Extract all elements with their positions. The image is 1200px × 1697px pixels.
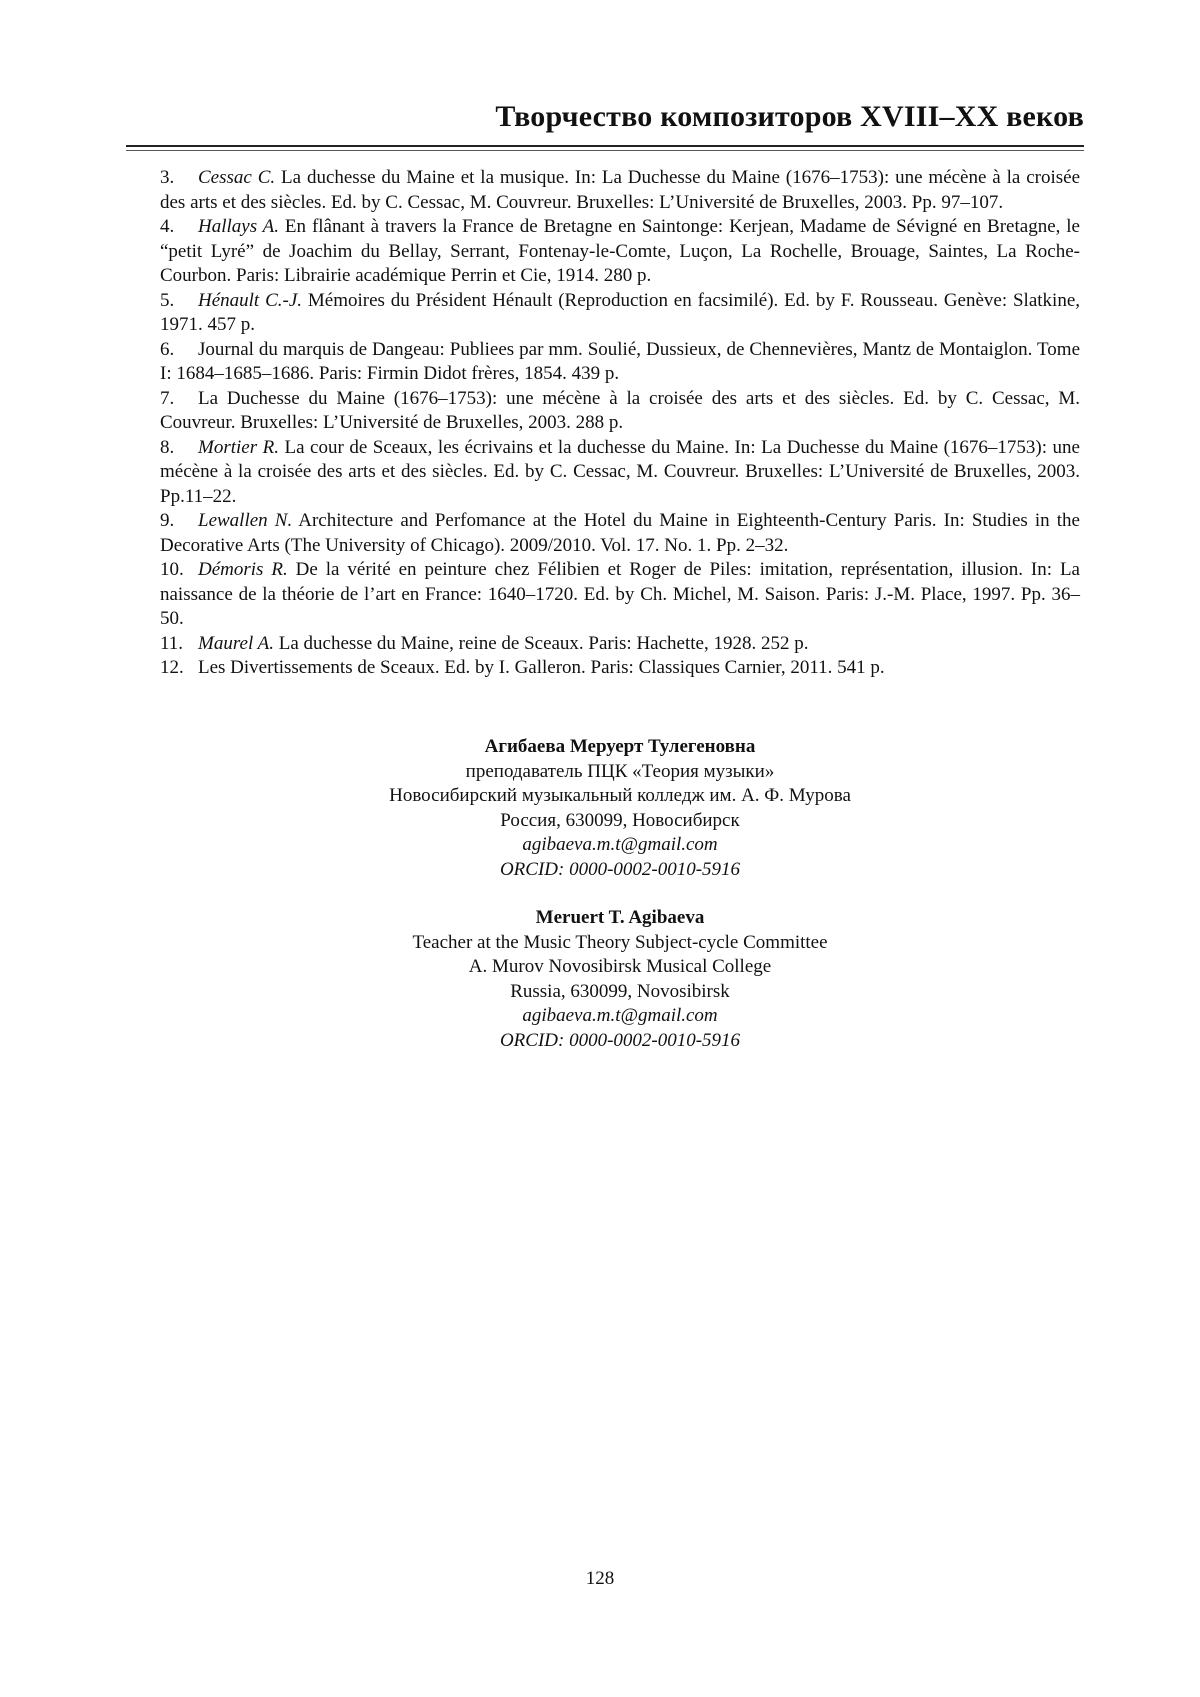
reference-item-7 bbox=[160, 387, 1080, 436]
reference-text: La Duchesse du Maine (1676–1753): une mécène à la croisée des arts et des siècles. Ed. by C. Cessac, M. Couvreur. Bruxelles: L’Université de Bruxelles, 2003. 288 p. bbox=[160, 387, 1080, 433]
reference-item-5 bbox=[160, 289, 1080, 338]
author-location: Россия, 630099, Новосибирск bbox=[500, 809, 740, 831]
reference-item-8 bbox=[160, 436, 1080, 510]
author-info-english bbox=[160, 906, 1080, 1053]
reference-text: La duchesse du Maine et la musique. In: La Duchesse du Maine (1676–1753): une mécène à la croisée des arts et des siècles. Ed. by C. Cessac, M. Couvreur. Bruxelles: L’Université de Bruxelles, 2003. Pp. 97–107. bbox=[160, 167, 1081, 213]
reference-number: 6. bbox=[160, 338, 175, 360]
author-institution: A. Murov Novosibirsk Musical College bbox=[468, 956, 772, 977]
reference-number: 9. bbox=[160, 510, 175, 531]
reference-number: 11. bbox=[160, 632, 184, 654]
reference-item-11 bbox=[160, 632, 1080, 657]
reference-author: Maurel A. bbox=[198, 632, 274, 654]
reference-author: Mortier R. bbox=[198, 436, 279, 458]
running-header-title: Творчество композиторов XVIII–XX веков bbox=[495, 100, 1084, 133]
reference-author: Hénault C.-J. bbox=[198, 289, 303, 311]
author-email: agibaeva.m.t@gmail.com bbox=[522, 834, 718, 855]
reference-text: La duchesse du Maine, reine de Sceaux. Paris: Hachette, 1928. 252 p. bbox=[274, 632, 809, 654]
author-position: Teacher at the Music Theory Subject-cycle Committee bbox=[412, 931, 828, 953]
reference-item-10 bbox=[160, 558, 1080, 632]
header-rule bbox=[126, 145, 1084, 147]
reference-text: Journal du marquis de Dangeau: Publiees par mm. Soulié, Dussieux, de Chennevières, Mantz de Montaiglon. Tome I: 1684–1685–1686. Paris: Firmin Didot frères, 1854. 439 p. bbox=[160, 338, 1080, 384]
author-institution: Новосибирский музыкальный колледж им. А. Ф. Мурова bbox=[389, 785, 851, 806]
reference-item-4 bbox=[160, 215, 1080, 289]
author-position: преподаватель ПЦК «Теория музыки» bbox=[465, 760, 775, 782]
reference-number: 4. bbox=[160, 216, 175, 237]
author-orcid: ORCID: 0000-0002-0010-5916 bbox=[499, 858, 741, 880]
author-name: Агибаева Меруерт Тулегеновна bbox=[484, 736, 756, 757]
reference-number: 8. bbox=[160, 436, 175, 458]
reference-text: De la vérité en peinture chez Félibien et Roger de Piles: imitation, représentation, illusion. In: La naissance de la théorie de l’art en France: 1640–1720. Ed. by Ch. Michel, M. Saison. Paris: J.-M. Place, 1997. Pp. 36–50. bbox=[160, 559, 1080, 629]
reference-number: 3. bbox=[160, 167, 175, 188]
reference-text: Architecture and Perfomance at the Hotel du Maine in Eighteenth-Century Paris. In: Studies in the Decorative Arts (The University of Chicago). 2009/2010. Vol. 17. No. 1. Pp. 2–32. bbox=[160, 510, 1080, 556]
reference-item-12 bbox=[160, 656, 1080, 681]
reference-item-6 bbox=[160, 338, 1080, 387]
reference-author: Hallays A. bbox=[198, 216, 280, 237]
author-orcid: ORCID: 0000-0002-0010-5916 bbox=[499, 1029, 741, 1051]
author-info-russian bbox=[160, 735, 1080, 882]
reference-author: Lewallen N. bbox=[198, 510, 293, 531]
reference-author: Cessac C. bbox=[198, 167, 276, 188]
reference-number: 5. bbox=[160, 289, 175, 311]
reference-item-9 bbox=[160, 509, 1080, 558]
reference-text: En flânant à travers la France de Bretagne en Saintonge: Kerjean, Madame de Sévigné en Bretagne, le “petit Lyré” de Joachim du Bellay, Serrant, Fontenay-le-Comte, Luçon, La Rochelle, Brouage, Saintes, La Roche-Courbon. Paris: Librairie académique Perrin et Cie, 1914. 280 p. bbox=[160, 216, 1080, 286]
author-email: agibaeva.m.t@gmail.com bbox=[522, 1005, 718, 1026]
reference-text: Les Divertissements de Sceaux. Ed. by I. Galleron. Paris: Classiques Carnier, 2011. 541 p. bbox=[198, 657, 885, 678]
header-rule-thin bbox=[126, 150, 1084, 151]
author-location: Russia, 630099, Novosibirsk bbox=[510, 980, 730, 1002]
reference-number: 10. bbox=[160, 559, 184, 580]
reference-list bbox=[160, 166, 1080, 681]
author-name: Meruert T. Agibaeva bbox=[535, 907, 705, 928]
reference-number: 12. bbox=[160, 657, 184, 678]
reference-item-3 bbox=[160, 166, 1080, 215]
reference-text: Mémoires du Président Hénault (Reproduction en facsimilé). Ed. by F. Rousseau. Genève: Slatkine, 1971. 457 p. bbox=[160, 289, 1080, 335]
reference-author: Démoris R. bbox=[198, 559, 288, 580]
running-header bbox=[126, 100, 1084, 148]
reference-number: 7. bbox=[160, 387, 175, 409]
page-number: 128 bbox=[585, 1568, 615, 1589]
reference-text: La cour de Sceaux, les écrivains et la duchesse du Maine. In: La Duchesse du Maine (1676–1753): une mécène à la croisée des arts et des siècles. Ed. by C. Cessac, M. Couvreur. Bruxelles: L’Université de Bruxelles, 2003. Pp.11–22. bbox=[160, 436, 1080, 507]
